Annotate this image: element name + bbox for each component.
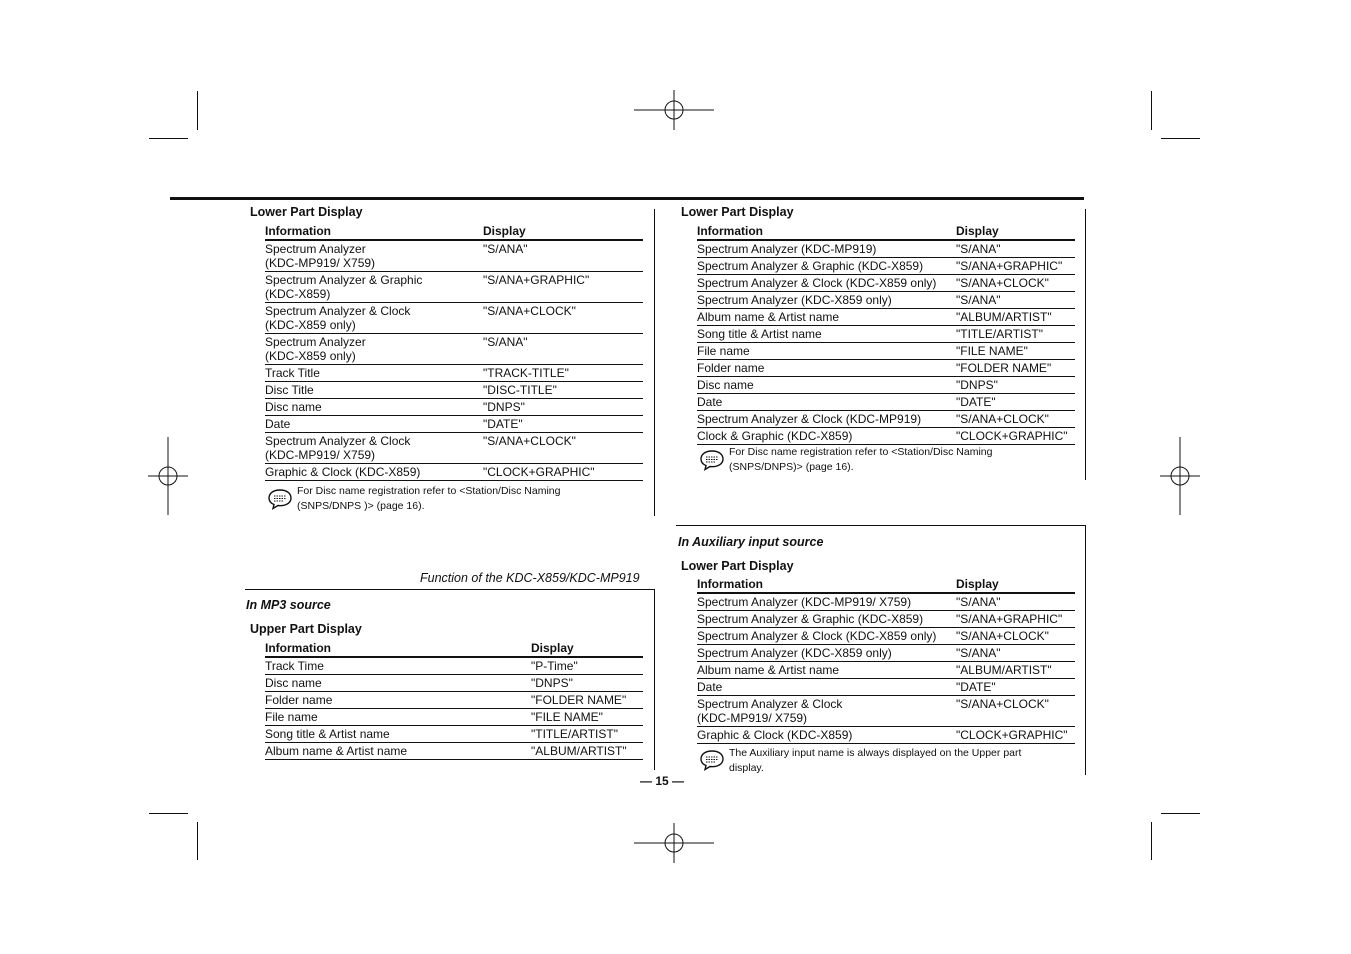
- note-speech-bubble-icon: [699, 449, 725, 471]
- crop-mark-icon: [1161, 138, 1200, 139]
- info-cell: Spectrum Analyzer & Clock (KDC-MP919): [697, 411, 956, 428]
- table-row: [265, 334, 643, 365]
- info-cell: Track Title: [265, 365, 483, 382]
- note-line: For Disc name registration refer to <Station/Disc Naming: [297, 485, 561, 497]
- left-note: [297, 484, 560, 514]
- crop-mark-icon: [197, 91, 198, 130]
- info-cell: Spectrum Analyzer & Clock (KDC-X859 only): [265, 303, 483, 334]
- registration-crosshair-icon: [1160, 437, 1200, 515]
- function-rule: [245, 589, 655, 590]
- display-cell: "S/ANA+GRAPHIC": [956, 258, 1075, 275]
- table-row: [265, 303, 643, 334]
- info-cell: Spectrum Analyzer & Clock (KDC-X859 only): [697, 275, 956, 292]
- display-cell: "TITLE/ARTIST": [956, 326, 1075, 343]
- display-cell: "S/ANA": [483, 334, 643, 365]
- table-row: [697, 696, 1075, 727]
- display-cell: "DATE": [483, 416, 643, 433]
- table-row: [265, 464, 643, 481]
- table-row: [265, 657, 643, 675]
- info-cell: Folder name: [265, 692, 531, 709]
- table-row: [265, 240, 643, 272]
- display-cell: "P-Time": [531, 657, 643, 675]
- table-row: [697, 240, 1075, 258]
- display-cell: "S/ANA+CLOCK": [483, 303, 643, 334]
- info-cell: Clock & Graphic (KDC-X859): [697, 428, 956, 445]
- info-cell: Disc name: [697, 377, 956, 394]
- display-cell: "FOLDER NAME": [956, 360, 1075, 377]
- display-cell: "DISC-TITLE": [483, 382, 643, 399]
- info-cell: Spectrum Analyzer (KDC-X859 only): [265, 334, 483, 365]
- note-line: (SNPS/DNPS )> (page 16).: [297, 500, 425, 512]
- right-lower-table: [697, 223, 1075, 445]
- column-header-display: Display: [483, 223, 643, 240]
- right-border-lower: [1085, 525, 1086, 775]
- mp3-heading: In MP3 source: [246, 598, 331, 612]
- display-cell: "S/ANA+GRAPHIC": [483, 272, 643, 303]
- info-cell: Date: [265, 416, 483, 433]
- column-header-information: Information: [265, 223, 483, 240]
- display-cell: "DATE": [956, 679, 1075, 696]
- info-cell: Album name & Artist name: [697, 662, 956, 679]
- info-cell: Spectrum Analyzer (KDC-X859 only): [697, 645, 956, 662]
- info-cell: Disc name: [265, 675, 531, 692]
- info-cell: Spectrum Analyzer & Clock (KDC-X859 only): [697, 628, 956, 645]
- crop-mark-icon: [1151, 822, 1152, 860]
- registration-crosshair-icon: [634, 90, 714, 130]
- info-cell: Song title & Artist name: [265, 726, 531, 743]
- table-row: [697, 679, 1075, 696]
- display-cell: "S/ANA+CLOCK": [956, 411, 1075, 428]
- left-lower-table: [265, 223, 643, 481]
- aux-lower-table: [697, 576, 1075, 744]
- table-row: [697, 309, 1075, 326]
- table-row: [697, 611, 1075, 628]
- right-lower-title: Lower Part Display: [681, 205, 794, 219]
- table-row: [265, 743, 643, 760]
- column-header-display: Display: [956, 576, 1075, 593]
- info-cell: Graphic & Clock (KDC-X859): [697, 727, 956, 744]
- page-number: — 15 —: [640, 774, 685, 788]
- table-header-row: [265, 223, 643, 240]
- info-cell: Date: [697, 679, 956, 696]
- display-cell: "ALBUM/ARTIST": [956, 662, 1075, 679]
- mp3-upper-table: [265, 640, 643, 760]
- crop-mark-icon: [1161, 813, 1200, 814]
- info-cell: Spectrum Analyzer (KDC-X859 only): [697, 292, 956, 309]
- table-header-row: [265, 640, 643, 657]
- table-row: [265, 365, 643, 382]
- display-cell: "ALBUM/ARTIST": [956, 309, 1075, 326]
- aux-note: [729, 746, 1021, 776]
- top-rule: [170, 197, 1084, 200]
- display-cell: "CLOCK+GRAPHIC": [956, 727, 1075, 744]
- display-cell: "S/ANA": [956, 645, 1075, 662]
- info-cell: Spectrum Analyzer & Graphic (KDC-X859): [697, 258, 956, 275]
- display-cell: "S/ANA": [483, 240, 643, 272]
- table-row: [697, 662, 1075, 679]
- column-header-information: Information: [697, 223, 956, 240]
- display-cell: "TRACK-TITLE": [483, 365, 643, 382]
- table-row: [697, 326, 1075, 343]
- table-row: [697, 411, 1075, 428]
- left-lower-title: Lower Part Display: [250, 205, 363, 219]
- column-header-information: Information: [265, 640, 531, 657]
- info-cell: Spectrum Analyzer & Graphic (KDC-X859): [697, 611, 956, 628]
- info-cell: File name: [265, 709, 531, 726]
- info-cell: Album name & Artist name: [265, 743, 531, 760]
- crop-mark-icon: [149, 138, 188, 139]
- note-line: The Auxiliary input name is always displayed on the Upper part: [729, 747, 1022, 759]
- display-cell: "S/ANA": [956, 593, 1075, 611]
- display-cell: "CLOCK+GRAPHIC": [483, 464, 643, 481]
- table-row: [265, 433, 643, 464]
- info-cell: Disc name: [265, 399, 483, 416]
- note-speech-bubble-icon: [267, 488, 293, 510]
- table-row: [265, 692, 643, 709]
- display-cell: "TITLE/ARTIST": [531, 726, 643, 743]
- display-cell: "S/ANA": [956, 240, 1075, 258]
- table-row: [697, 428, 1075, 445]
- table-row: [697, 258, 1075, 275]
- table-row: [697, 377, 1075, 394]
- display-cell: "DNPS": [531, 675, 643, 692]
- table-row: [265, 726, 643, 743]
- display-cell: "DNPS": [956, 377, 1075, 394]
- table-header-row: [697, 223, 1075, 240]
- info-cell: File name: [697, 343, 956, 360]
- center-divider-upper: [654, 209, 655, 516]
- display-cell: "S/ANA+CLOCK": [483, 433, 643, 464]
- display-cell: "S/ANA+CLOCK": [956, 696, 1075, 727]
- table-row: [697, 360, 1075, 377]
- note-line: For Disc name registration refer to <Station/Disc Naming: [729, 446, 993, 458]
- table-row: [265, 675, 643, 692]
- table-row: [697, 343, 1075, 360]
- table-row: [697, 394, 1075, 411]
- table-row: [697, 628, 1075, 645]
- right-note: [729, 445, 992, 475]
- display-cell: "DATE": [956, 394, 1075, 411]
- info-cell: Spectrum Analyzer (KDC-MP919/ X759): [697, 593, 956, 611]
- table-row: [697, 727, 1075, 744]
- info-cell: Spectrum Analyzer & Clock (KDC-MP919/ X759): [697, 696, 956, 727]
- note-line: display.: [729, 762, 764, 774]
- display-cell: "DNPS": [483, 399, 643, 416]
- display-cell: "ALBUM/ARTIST": [531, 743, 643, 760]
- display-cell: "S/ANA+GRAPHIC": [956, 611, 1075, 628]
- center-divider-lower: [654, 589, 655, 770]
- aux-rule: [676, 525, 1086, 526]
- column-header-display: Display: [956, 223, 1075, 240]
- column-header-information: Information: [697, 576, 956, 593]
- crop-mark-icon: [149, 813, 188, 814]
- table-row: [697, 292, 1075, 309]
- table-header-row: [697, 576, 1075, 593]
- column-header-display: Display: [531, 640, 643, 657]
- crop-mark-icon: [197, 822, 198, 860]
- mp3-upper-title: Upper Part Display: [250, 622, 362, 636]
- crop-mark-icon: [1151, 91, 1152, 130]
- registration-crosshair-icon: [634, 823, 714, 863]
- display-cell: "CLOCK+GRAPHIC": [956, 428, 1075, 445]
- table-row: [265, 709, 643, 726]
- table-row: [265, 416, 643, 433]
- display-cell: "FILE NAME": [956, 343, 1075, 360]
- display-cell: "S/ANA+CLOCK": [956, 275, 1075, 292]
- aux-lower-title: Lower Part Display: [681, 559, 794, 573]
- info-cell: Spectrum Analyzer & Clock (KDC-MP919/ X759): [265, 433, 483, 464]
- table-row: [697, 645, 1075, 662]
- info-cell: Disc Title: [265, 382, 483, 399]
- info-cell: Spectrum Analyzer (KDC-MP919): [697, 240, 956, 258]
- display-cell: "FOLDER NAME": [531, 692, 643, 709]
- info-cell: Track Time: [265, 657, 531, 675]
- note-line: (SNPS/DNPS)> (page 16).: [729, 461, 854, 473]
- table-row: [265, 382, 643, 399]
- table-row: [697, 593, 1075, 611]
- right-border-upper: [1085, 209, 1086, 480]
- display-cell: "FILE NAME": [531, 709, 643, 726]
- info-cell: Folder name: [697, 360, 956, 377]
- info-cell: Spectrum Analyzer & Graphic (KDC-X859): [265, 272, 483, 303]
- table-row: [265, 272, 643, 303]
- info-cell: Song title & Artist name: [697, 326, 956, 343]
- info-cell: Date: [697, 394, 956, 411]
- display-cell: "S/ANA": [956, 292, 1075, 309]
- table-row: [697, 275, 1075, 292]
- note-speech-bubble-icon: [699, 749, 725, 771]
- function-title: Function of the KDC-X859/KDC-MP919: [420, 571, 640, 585]
- registration-crosshair-icon: [148, 437, 188, 515]
- info-cell: Album name & Artist name: [697, 309, 956, 326]
- aux-heading: In Auxiliary input source: [678, 535, 824, 549]
- info-cell: Graphic & Clock (KDC-X859): [265, 464, 483, 481]
- info-cell: Spectrum Analyzer (KDC-MP919/ X759): [265, 240, 483, 272]
- table-row: [265, 399, 643, 416]
- display-cell: "S/ANA+CLOCK": [956, 628, 1075, 645]
